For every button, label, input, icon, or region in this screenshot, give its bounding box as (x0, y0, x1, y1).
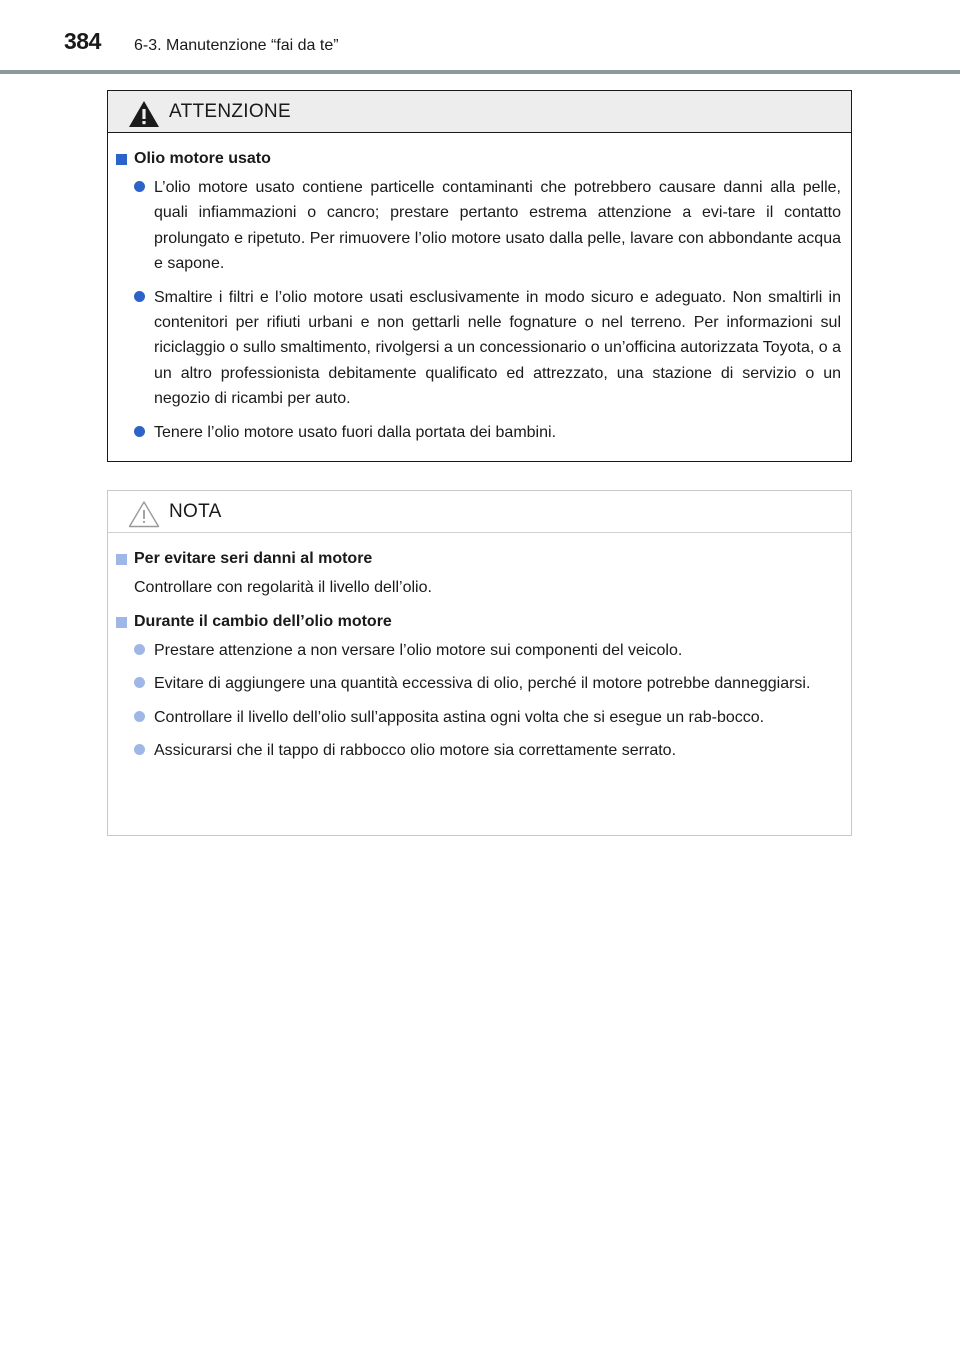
note-box-header (108, 491, 851, 533)
list-item-text: Tenere l’olio motore usato fuori dalla portata dei bambini. (154, 423, 557, 441)
section-heading (116, 147, 841, 171)
list-item-text: Controllare il livello dell’olio sull’apposita astina ogni volta che si esegue un rab-bocco. (154, 708, 765, 726)
page-header (0, 0, 960, 76)
warning-box-body (108, 133, 851, 445)
section-heading (116, 610, 841, 634)
list-item (116, 671, 841, 696)
note-box-body (108, 533, 851, 764)
page-number: 384 (64, 28, 101, 54)
note-box-title: NOTA (169, 501, 222, 522)
warning-box-title: ATTENZIONE (169, 101, 291, 122)
circle-bullet-icon (134, 744, 145, 755)
warning-box (107, 90, 852, 462)
list-item (116, 420, 841, 445)
square-bullet-icon (116, 154, 127, 165)
warning-triangle-icon (128, 100, 160, 128)
list-item-text: L’olio motore usato contiene particelle contaminanti che potrebbero causare danni alla pelle, quali infiammazioni o cancro; prestare pertanto estrema attenzione a evi-tare il contatto prolungato e ripetuto. Per rimuovere l’olio motore usato dalla pelle, lavare con abbondante acqua e sapone. (154, 179, 841, 273)
section-heading-text: Durante il cambio dell’olio motore (134, 613, 392, 630)
list-item (116, 175, 841, 277)
list-item-text: Smaltire i filtri e l’olio motore usati esclusivamente in modo sicuro e adeguato. Non smaltirli in contenitori per rifiuti urbani e non gettarli nelle fognature o nel terreno. Per informazioni sul riciclaggio o sullo smaltimento, rivolgersi a un concessionario o un’officina autorizzata Toyota, o a un altro professionista debitamente qualificato ed attrezzato, una stazione di servizio o un negozio di ricambi per auto. (154, 288, 841, 408)
circle-bullet-icon (134, 677, 145, 688)
list-item (116, 638, 841, 663)
header-divider (0, 70, 960, 74)
section-heading (116, 547, 841, 571)
list-item (116, 285, 841, 412)
circle-bullet-icon (134, 291, 145, 302)
list-item (116, 738, 841, 763)
list-item-text: Prestare attenzione a non versare l’olio motore sui componenti del veicolo. (154, 642, 683, 659)
square-bullet-icon (116, 617, 127, 628)
section-heading-text: Per evitare seri danni al motore (134, 550, 373, 567)
circle-bullet-icon (134, 181, 145, 192)
section-heading-text: Olio motore usato (134, 150, 271, 167)
warning-box-header (108, 91, 851, 133)
circle-bullet-icon (134, 426, 145, 437)
circle-bullet-icon (134, 644, 145, 655)
section-text: Controllare con regolarità il livello dell’olio. (134, 579, 432, 596)
section-title: 6-3. Manutenzione “fai da te” (134, 37, 339, 54)
note-box (107, 490, 852, 836)
list-item-text: Assicurarsi che il tappo di rabbocco olio motore sia correttamente serrato. (154, 742, 677, 760)
list-item-text: Evitare di aggiungere una quantità eccessiva di olio, perché il motore potrebbe danneggiarsi. (154, 675, 811, 693)
circle-bullet-icon (134, 711, 145, 722)
square-bullet-icon (116, 554, 127, 565)
list-item (116, 705, 841, 730)
caution-triangle-outline-icon (128, 500, 160, 528)
